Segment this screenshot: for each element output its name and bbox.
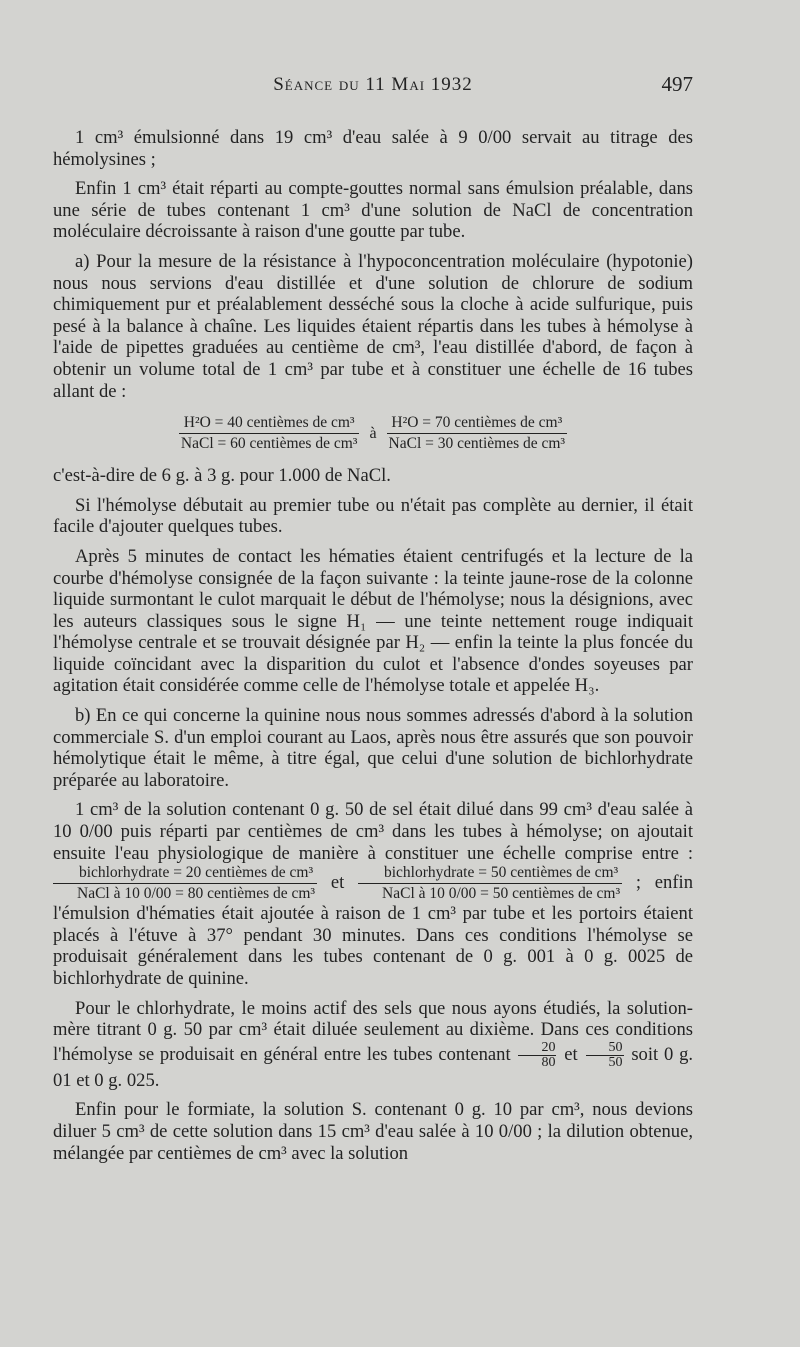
paragraph-8-text-c: ; enfin l'émulsion d'hématies était ajoutée à raison de 1 cm³ par tube et les portoirs étaient placés à l'étuve à 37° pendant 30 minutes. Dans ces conditions l'hémolyse se produisait généralement dans les tubes contenant de 0 g. 001 à 0 g. 0025 de bichlorhydrate de quinine. <box>53 871 693 989</box>
fraction-numerator: bichlorhydrate = 50 centièmes de cm³ <box>358 864 622 884</box>
fraction-bichlorhydrate-20 <box>53 864 317 903</box>
paragraph-2: Enfin 1 cm³ était réparti au compte-gouttes normal sans émulsion préalable, dans une série de tubes contenant 1 cm³ d'une solution de NaCl de concentration moléculaire décroissante à raison d'une goutte par tube. <box>53 178 693 243</box>
ratio-fraction-end <box>387 414 568 453</box>
ratio-end-numerator: H²O = 70 centièmes de cm³ <box>387 414 568 434</box>
paragraph-4: c'est-à-dire de 6 g. à 3 g. pour 1.000 de NaCl. <box>53 465 391 487</box>
fraction-denominator: NaCl à 10 0/00 = 50 centièmes de cm³ <box>382 885 621 903</box>
paragraph-9-text-b: et <box>564 1043 578 1065</box>
running-header <box>53 74 693 104</box>
fraction-numerator: 20 <box>518 1041 556 1056</box>
fraction-20-80 <box>518 1041 556 1070</box>
ratio-separator: à <box>369 424 377 442</box>
ratio-fraction-start <box>179 414 360 453</box>
fraction-bichlorhydrate-50 <box>358 864 622 903</box>
fraction-numerator: 50 <box>586 1041 624 1056</box>
paragraph-10: Enfin pour le formiate, la solution S. contenant 0 g. 10 par cm³, nous devions diluer 5 cm³ de cette solution dans 15 cm³ d'eau salée à 10 0/00 ; la dilution obtenue, mélangée par centièmes de cm³ avec la solution <box>53 1099 693 1164</box>
ratio-start-denominator: NaCl = 60 centièmes de cm³ <box>180 435 358 453</box>
paragraph-8-text-b: et <box>330 871 345 893</box>
fraction-denominator: 80 <box>541 1054 556 1070</box>
paragraph-8-text-a: 1 cm³ de la solution contenant 0 g. 50 de sel était dilué dans 99 cm³ d'eau salée à 10 0/00 puis réparti par centièmes de cm³ dans les tubes à hémolyse; on ajoutait ensuite l'eau physiologique de manière à constituer une échelle comprise entre : <box>53 799 693 864</box>
paragraph-9-text-c: soit 0 g. 01 et 0 g. 025. <box>53 1043 694 1091</box>
paragraph-7: b) En ce qui concerne la quinine nous nous sommes adressés d'abord à la solution commerciale S. d'un emploi courant au Laos, après nous être assurés que son pouvoir hémolytique était le même, à titre égal, que celui d'une solution de bichlorhydrate préparée au laboratoire. <box>53 705 693 791</box>
header-title: Séance du 11 Mai 1932 <box>273 74 473 95</box>
ratio-range <box>53 414 693 453</box>
fraction-50-50 <box>586 1041 624 1070</box>
paragraph-9-text-a: Pour le chlorhydrate, le moins actif des sels que nous ayons étudiés, la solution-mère titrant 0 g. 50 par cm³ était diluée seulement au dixième. Dans ces conditions l'hémolyse se produisait en général entre les tubes contenant <box>53 997 693 1065</box>
fraction-denominator: NaCl à 10 0/00 = 80 centièmes de cm³ <box>77 885 316 903</box>
paragraph-6: Après 5 minutes de contact les hématies étaient centrifugés et la lecture de la courbe d'hémolyse consignée de la façon suivante : la teinte jaune-rose de la colonne liquide surmontant le culot marquait le début de l'hémolyse; nous la désignions, avec les auteurs classiques sous le signe H₁ — une teinte nettement rouge indiquait l'hémolyse centrale et se trouvait désignée par H₂ — enfin la teinte la plus foncée du liquide coïncidant avec la disparition du culot et l'absence d'ondes soyeuses par agitation était considérée comme celle de l'hémolyse totale et appelée H₃. <box>53 545 693 697</box>
body-text <box>53 127 693 1172</box>
fraction-denominator: 50 <box>608 1054 623 1070</box>
paragraph-9 <box>53 998 693 1092</box>
fraction-numerator: bichlorhydrate = 20 centièmes de cm³ <box>53 864 317 884</box>
paragraph-3: a) Pour la mesure de la résistance à l'hypoconcentration moléculaire (hypotonie) nous nous servions d'eau distillée et d'une solution de chlorure de sodium chimiquement pur et préalablement desséché sous la cloche à acide sulfurique, puis pesé à la balance à chaîne. Les liquides étaient répartis dans les tubes à hémolyse à l'aide de pipettes graduées au centième de cm³, l'eau distillée d'abord, de façon à obtenir un volume total de 1 cm³ par tube et à constituer une échelle de 16 tubes allant de : <box>53 250 693 402</box>
page-number: 497 <box>661 72 693 96</box>
paragraph-1: 1 cm³ émulsionné dans 19 cm³ d'eau salée à 9 0/00 servait au titrage des hémolysines ; <box>53 127 693 170</box>
paragraph-8 <box>53 799 693 989</box>
paragraph-5: Si l'hémolyse débutait au premier tube ou n'était pas complète au dernier, il était facile d'ajouter quelques tubes. <box>53 494 693 538</box>
ratio-end-denominator: NaCl = 30 centièmes de cm³ <box>388 435 566 453</box>
ratio-start-numerator: H²O = 40 centièmes de cm³ <box>179 414 360 434</box>
